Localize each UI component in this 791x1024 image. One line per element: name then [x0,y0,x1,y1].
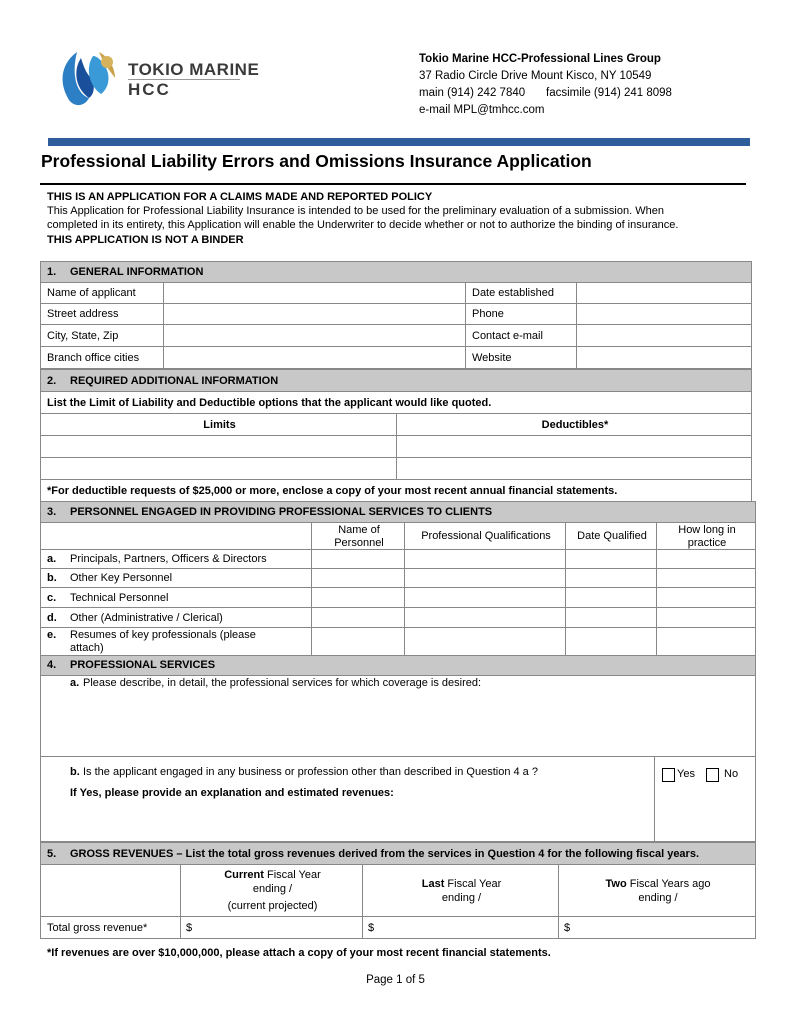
two-years-ago-revenue-field[interactable]: $ [558,916,756,939]
services-description-field[interactable] [40,675,756,757]
no-label: No [724,768,739,780]
deductible-field-2[interactable] [396,457,752,480]
yes-checkbox[interactable] [662,768,675,782]
section2-heading: REQUIRED ADDITIONAL INFORMATION [70,375,279,387]
personnel-d-qualifications-field[interactable] [404,607,566,628]
personnel-b-date-field[interactable] [565,568,657,588]
date-established-field[interactable] [576,282,752,304]
table-row: e. Resumes of key professionals (please attach) [40,627,312,656]
section3-heading: PERSONNEL ENGAGED IN PROVIDING PROFESSIONAL SERVICES TO CLIENTS [70,506,493,518]
section3-blank-header [40,522,312,550]
section5-blank-header [40,864,181,917]
section2-footnote: *For deductible requests of $25,000 or more, enclose a copy of your most recent annual financial statements. [47,485,618,497]
limit-field-2[interactable] [40,457,397,480]
personnel-d-date-field[interactable] [565,607,657,628]
personnel-b-howlong-field[interactable] [656,568,756,588]
intro-line1: This Application for Professional Liability Insurance is intended to be used for the preliminary evaluation of a submission. When [47,205,664,217]
deductible-field-1[interactable] [396,435,752,458]
label-branch-office-cities: Branch office cities [40,346,164,369]
section2-num: 2. [47,375,57,387]
intro-line2: completed in its entirety, this Application will enable the Underwriter to decide whether or not to authorize the binding of insurance. [47,219,679,231]
question-4b-followup: If Yes, please provide an explanation and estimated revenues: [70,787,394,799]
date-qualified-header: Date Qualified [565,522,657,550]
section1-heading: GENERAL INFORMATION [70,266,204,278]
section1-num: 1. [47,266,57,278]
title-rule [40,183,746,185]
street-address-field[interactable] [163,303,466,325]
personnel-c-qualifications-field[interactable] [404,587,566,608]
professional-qualifications-header: Professional Qualifications [404,522,566,550]
logo-line2: HCC [128,80,171,99]
email-address: e-mail MPL@tmhcc.com [419,104,545,116]
section2-footnote-row [40,479,752,502]
page-number: Page 1 of 5 [366,974,425,986]
table-row: a. Principals, Partners, Officers & Directors [40,549,312,569]
question-4a-text: Please describe, in detail, the professional services for which coverage is desired: [83,677,482,689]
limits-column-header: Limits [40,413,397,436]
question-4b-text: Is the applicant engaged in any business or profession other than described in Question 4 a ? [83,766,538,778]
street-address: 37 Radio Circle Drive Mount Kisco, NY 10549 [419,70,652,82]
personnel-c-name-field[interactable] [311,587,405,608]
personnel-c-howlong-field[interactable] [656,587,756,608]
yes-no-cell [654,756,756,842]
personnel-d-howlong-field[interactable] [656,607,756,628]
question-4b-letter: b. [70,766,80,778]
personnel-e-qualifications-field[interactable] [404,627,566,656]
city-state-zip-field[interactable] [163,324,466,347]
personnel-b-name-field[interactable] [311,568,405,588]
label-phone: Phone [465,303,577,325]
website-field[interactable] [576,346,752,369]
contact-email-field[interactable] [576,324,752,347]
last-fiscal-year-header: Last Fiscal Year ending / [362,864,559,917]
header-bar [48,138,750,146]
personnel-b-qualifications-field[interactable] [404,568,566,588]
label-name-of-applicant: Name of applicant [40,282,164,304]
label-website: Website [465,346,577,369]
yes-label: Yes [677,768,695,780]
how-long-in-practice-header: How long in practice [656,522,756,550]
last-year-revenue-field[interactable]: $ [362,916,559,939]
personnel-a-howlong-field[interactable] [656,549,756,569]
current-year-revenue-field[interactable]: $ [180,916,363,939]
label-city-state-zip: City, State, Zip [40,324,164,347]
personnel-e-name-field[interactable] [311,627,405,656]
section4-heading: PROFESSIONAL SERVICES [70,659,216,671]
label-date-established: Date established [465,282,577,304]
personnel-a-name-field[interactable] [311,549,405,569]
org-name: Tokio Marine HCC-Professional Lines Group [419,53,661,65]
section2-instruction-row [40,391,752,414]
claims-made-notice: THIS IS AN APPLICATION FOR A CLAIMS MADE AND REPORTED POLICY [47,191,433,203]
personnel-c-date-field[interactable] [565,587,657,608]
section5-header [40,842,756,865]
section3-header [40,501,756,523]
section5-footnote: *If revenues are over $10,000,000, please attach a copy of your most recent financial statements. [47,947,551,959]
main-phone: main (914) 242 7840 [419,87,526,99]
section5-num: 5. [47,848,57,860]
tokio-marine-logo-icon [55,48,121,108]
logo-line1: TOKIO MARINE [128,60,260,79]
deductibles-column-header: Deductibles* [396,413,752,436]
personnel-d-name-field[interactable] [311,607,405,628]
table-row: c. Technical Personnel [40,587,312,608]
not-binder-notice: THIS APPLICATION IS NOT A BINDER [47,234,244,246]
no-checkbox[interactable] [706,768,719,782]
label-street-address: Street address [40,303,164,325]
question-4a-letter: a. [70,677,80,689]
personnel-e-howlong-field[interactable] [656,627,756,656]
limit-field-1[interactable] [40,435,397,458]
table-row: d. Other (Administrative / Clerical) [40,607,312,628]
branch-office-cities-field[interactable] [163,346,466,369]
section3-num: 3. [47,506,57,518]
fax-number: facsimile (914) 241 8098 [546,87,672,99]
table-row: b. Other Key Personnel [40,568,312,588]
name-of-personnel-header: Name of Personnel [311,522,405,550]
personnel-a-date-field[interactable] [565,549,657,569]
total-gross-revenue-label: Total gross revenue* [40,916,181,939]
two-fiscal-years-ago-header: Two Fiscal Years ago ending / [558,864,756,917]
section2-header [40,369,752,392]
section4-num: 4. [47,659,57,671]
other-business-explanation-field[interactable] [40,756,655,842]
section5-heading: GROSS REVENUES – List the total gross revenues derived from the services in Question 4 for the following fiscal years. [70,848,700,860]
name-of-applicant-field[interactable] [163,282,466,304]
label-contact-email: Contact e-mail [465,324,577,347]
phone-field[interactable] [576,303,752,325]
section1-header [40,261,752,283]
page-title: Professional Liability Errors and Omissions Insurance Application [41,151,592,171]
section4-header [40,655,756,676]
section2-instruction: List the Limit of Liability and Deductible options that the applicant would like quoted. [47,397,492,409]
personnel-a-qualifications-field[interactable] [404,549,566,569]
current-fiscal-year-header: Current Fiscal Year ending / (current projected) [180,864,363,917]
personnel-e-date-field[interactable] [565,627,657,656]
